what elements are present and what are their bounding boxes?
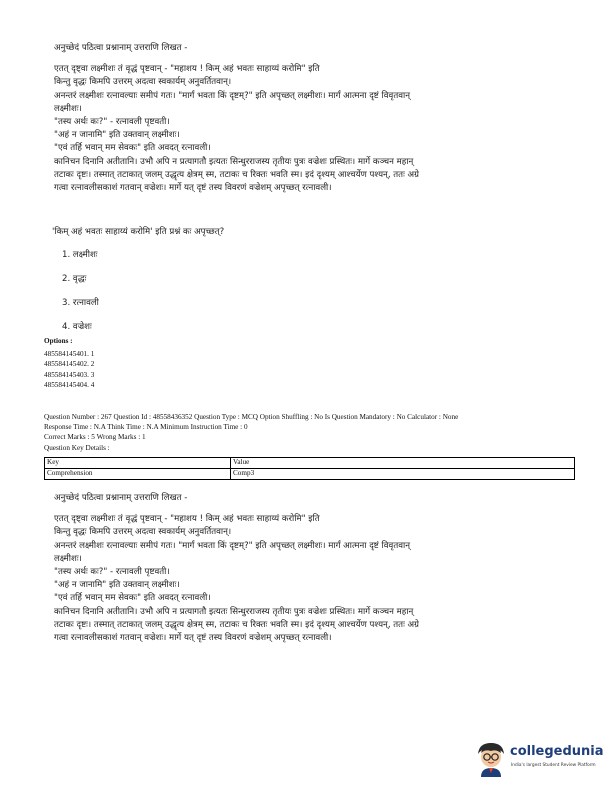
passage-line: अनन्तरं लक्ष्मीशः रत्नावल्याः समीपं गतः। "मार्गं भवता किं दृष्टम्?" इति अपृच्छत् लक्ष्मीशः। मार्गं आत्मना दृष्टं विवृतवान् xyxy=(54,540,411,551)
passage-line: लक्ष्मीशः। xyxy=(54,103,82,114)
passage-line: गत्वा रत्नावलीसकाशं गतवान् वज्रेशः। मार्गे यत् दृष्टं तस्य विवरणं वज्रेशम् अपृच्छत् रत्नावली। xyxy=(54,633,332,644)
passage-line: "अहं न जानामि" इति उक्तवान् लक्ष्मीशः। xyxy=(54,580,180,591)
choice-1: 1. लक्ष्मीशः xyxy=(62,250,98,260)
table-header-row xyxy=(45,458,575,469)
question-meta-line: Response Time : N.A Think Time : N.A Minimum Instruction Time : 0 xyxy=(44,423,248,432)
table-cell: Comprehension xyxy=(45,469,231,480)
options-label: Options : xyxy=(44,337,73,345)
choice-list xyxy=(62,248,99,344)
passage-line: किन्तु वृद्धः किमपि उत्तरम् अदत्वा स्वकार्यम् अनुवर्तितवान्। xyxy=(54,77,232,88)
collegedunia-logo xyxy=(473,740,603,780)
passage-line: किन्तु वृद्धः किमपि उत्तरम् अदत्वा स्वकार्यम् अनुवर्तितवान्। xyxy=(54,527,232,538)
question-meta-line: Question Key Details : xyxy=(44,443,110,452)
choice-2: 2. वृद्धः xyxy=(62,274,87,284)
passage-line: तटाकः दृष्टः। तस्मात् तटाकात् जलम् उद्धृत्य क्षेत्रम् स्म, तटाकः च रिक्तः भवति स्म। इदं दृश्यम् आश्चर्येण पश्यन्, ततः अग्रे xyxy=(54,169,419,180)
table-cell: Comp3 xyxy=(231,469,575,480)
passage-line: लक्ष्मीशः। xyxy=(54,553,82,564)
passage-line: एतत् दृष्ट्वा लक्ष्मीशः तं वृद्धं पृष्टवान् - "महाशय ! किम् अहं भवतः साहाय्यं करोमि" इति xyxy=(54,64,320,75)
table-row xyxy=(45,469,575,480)
student-mascot-icon xyxy=(473,740,509,778)
logo-tagline: India's largest Student Review Platform xyxy=(511,763,596,768)
option-id: 485584145402. 2 xyxy=(44,360,95,369)
choice-4: 4. वज्रेशः xyxy=(62,322,92,332)
passage-heading: अनुच्छेदं पठित्वा प्रश्नानाम् उत्तराणि लिखत - xyxy=(54,43,188,53)
choice-3: 3. रत्नावली xyxy=(62,298,99,308)
logo-brand-text: collegedunia xyxy=(510,744,604,759)
passage-line: "एवं तर्हि भवान् मम सेवकः" इति अवदत् रत्नावली। xyxy=(54,143,211,154)
options-block xyxy=(44,336,94,390)
passage-line: "तस्य अर्थः कः?" - रत्नावली पृष्टवती। xyxy=(54,117,170,128)
key-table xyxy=(44,457,575,480)
table-header-cell: Key xyxy=(45,458,231,469)
option-id: 485584145404. 4 xyxy=(44,380,95,389)
passage-line: गत्वा रत्नावलीसकाशं गतवान् वज्रेशः। मार्गे यत् दृष्टं तस्य विवरणं वज्रेशम् अपृच्छत् रत्नावली। xyxy=(54,183,332,194)
passage-line: कानिचन दिनानि अतीतानि। उभौ अपि न प्रत्यागतौ इत्यतः सिन्धुरराजस्य तृतीयः पुत्रः वज्रेशः प्रस्थितः। मार्गे कञ्चन महान् xyxy=(54,606,414,617)
passage-line: तटाकः दृष्टः। तस्मात् तटाकात् जलम् उद्धृत्य क्षेत्रम् स्म, तटाकः च रिक्तः भवति स्म। इदं दृश्यम् आश्चर्येण पश्यन्, ततः अग्रे xyxy=(54,619,419,630)
question-meta-line: Question Number : 267 Question Id : 48558436352 Question Type : MCQ Option Shuffling : No Is Question Mandatory : No Calculator : None xyxy=(44,413,459,421)
passage-top xyxy=(54,42,514,195)
passage-line: अनन्तरं लक्ष्मीशः रत्नावल्याः समीपं गतः। "मार्गं भवता किं दृष्टम्?" इति अपृच्छत् लक्ष्मीशः। मार्गं आत्मना दृष्टं विवृतवान् xyxy=(54,90,411,101)
passage-line: "तस्य अर्थः कः?" - रत्नावली पृष्टवती। xyxy=(54,567,170,578)
passage-line: कानिचन दिनानि अतीतानि। उभौ अपि न प्रत्यागतौ इत्यतः सिन्धुरराजस्य तृतीयः पुत्रः वज्रेशः प्रस्थितः। मार्गे कञ्चन महान् xyxy=(54,156,414,167)
table-header-cell: Value xyxy=(231,458,575,469)
option-id: 485584145401. 1 xyxy=(44,350,95,359)
passage-line: एतत् दृष्ट्वा लक्ष्मीशः तं वृद्धं पृष्टवान् - "महाशय ! किम् अहं भवतः साहाय्यं करोमि" इति xyxy=(54,514,320,525)
passage-heading: अनुच्छेदं पठित्वा प्रश्नानाम् उत्तराणि लिखत - xyxy=(54,493,188,503)
option-id: 485584145403. 3 xyxy=(44,370,95,379)
question-meta-line: Correct Marks : 5 Wrong Marks : 1 xyxy=(44,433,146,442)
passage-line: "एवं तर्हि भवान् मम सेवकः" इति अवदत् रत्नावली। xyxy=(54,593,211,604)
question-text: 'किम् अहं भवतः साहाय्यं करोमि' इति प्रश्नं कः अपृच्छत्? xyxy=(52,227,225,237)
passage-line: "अहं न जानामि" इति उक्तवान् लक्ष्मीशः। xyxy=(54,130,180,141)
passage-bottom xyxy=(54,492,514,645)
question-meta xyxy=(44,412,458,453)
